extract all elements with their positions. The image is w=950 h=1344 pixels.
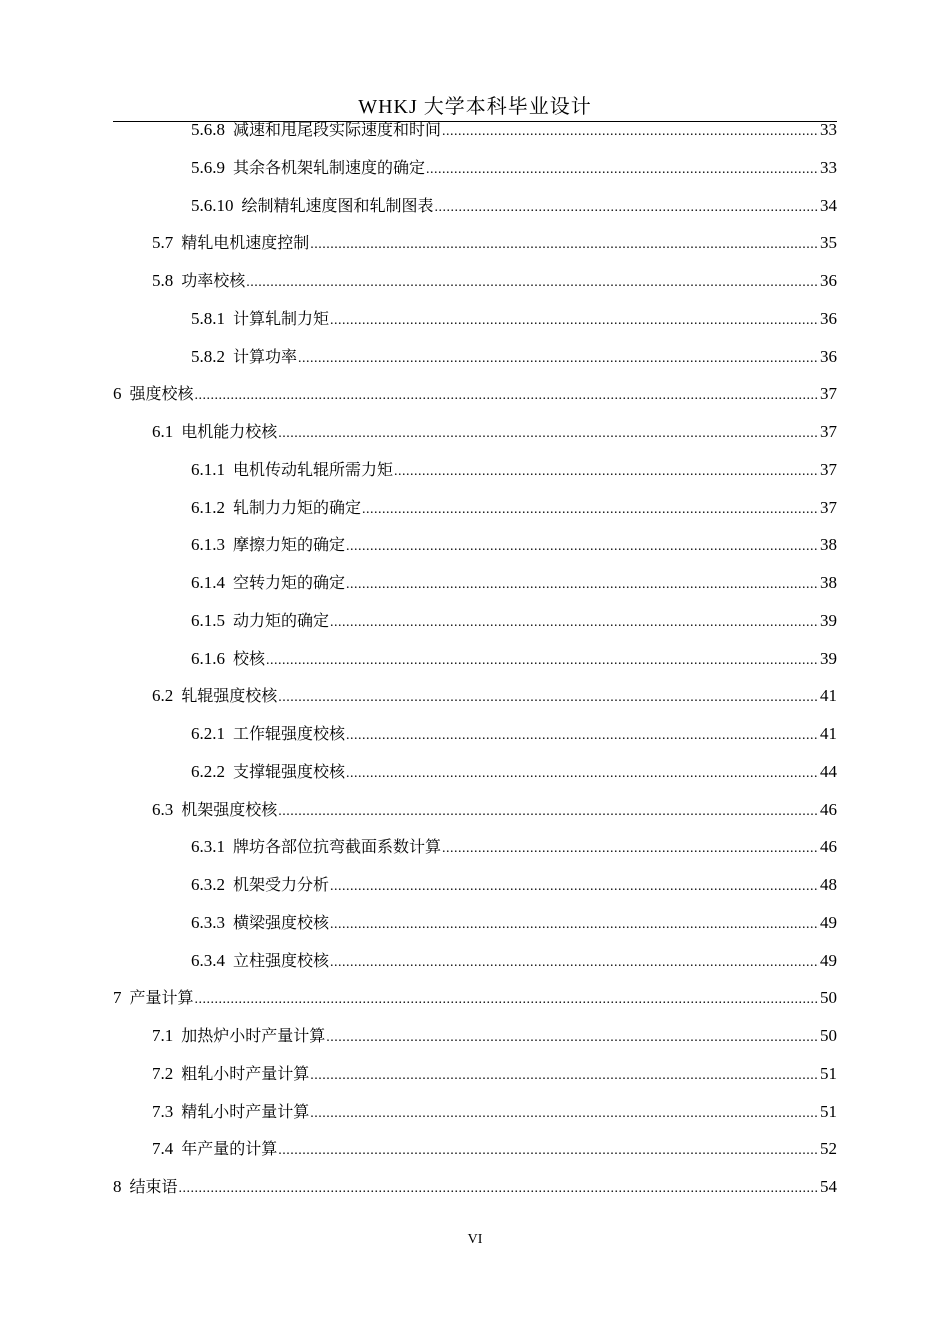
toc-entry-number: 5.8.2	[191, 346, 225, 366]
toc-entry-title: 粗轧小时产量计算	[181, 1063, 310, 1083]
toc-entry[interactable]	[191, 117, 837, 145]
toc-entry[interactable]	[191, 608, 837, 636]
toc-dot-leader	[278, 799, 819, 825]
toc-entry[interactable]	[152, 1136, 837, 1164]
toc-entry-page: 37	[820, 422, 837, 441]
toc-dot-leader	[330, 610, 819, 636]
toc-entry-number: 6.3.4	[191, 950, 225, 970]
toc-entry-page: 38	[820, 535, 837, 555]
toc-entry-title: 立柱强度校核	[233, 950, 330, 970]
toc-entry-number: 5.8.1	[191, 308, 225, 328]
page-number: VI	[467, 1232, 483, 1247]
toc-dot-leader	[330, 912, 819, 938]
toc-entry[interactable]	[152, 797, 837, 825]
toc-entry-title: 工作辊强度校核	[233, 724, 346, 743]
toc-entry-number: 5.7	[152, 233, 174, 253]
toc-dot-leader	[346, 572, 819, 598]
toc-entry-page: 54	[820, 1177, 837, 1196]
toc-entry-number: 7	[113, 988, 122, 1008]
toc-entry-number: 6.3	[152, 799, 174, 819]
toc-entry-title: 横梁强度校核	[233, 912, 330, 932]
toc-entry-page: 38	[820, 573, 837, 592]
toc-entry[interactable]	[152, 683, 837, 711]
toc-entry-title: 产量计算	[129, 988, 194, 1008]
toc-entry[interactable]	[191, 155, 837, 183]
toc-entry[interactable]	[191, 532, 837, 560]
toc-entry[interactable]	[152, 1099, 837, 1127]
toc-entry-title: 减速和甩尾段实际速度和时间	[233, 120, 442, 139]
toc-entry-number: 6	[113, 384, 122, 404]
toc-entry[interactable]	[191, 948, 837, 976]
toc-entry-title: 加热炉小时产量计算	[181, 1026, 326, 1045]
toc-entry-title: 电机传动轧辊所需力矩	[233, 459, 394, 479]
toc-entry-page: 36	[820, 346, 837, 366]
toc-entry-page: 35	[820, 233, 837, 253]
toc-entry-title: 轧制力力矩的确定	[233, 497, 362, 517]
toc-dot-leader	[394, 459, 819, 485]
toc-dot-leader	[330, 308, 819, 334]
toc-entry-title: 年产量的计算	[181, 1139, 278, 1159]
toc-entry-title: 校核	[233, 648, 266, 668]
toc-entry-number: 6.3.2	[191, 875, 225, 894]
toc-entry-title: 绘制精轧速度图和轧制图表	[241, 195, 434, 215]
toc-dot-leader	[442, 836, 819, 862]
toc-entry-title: 精轧电机速度控制	[181, 233, 310, 253]
toc-entry-title: 结束语	[129, 1177, 178, 1196]
page-header-title: WHKJ 大学本科毕业设计	[358, 96, 592, 118]
toc-entry[interactable]	[191, 721, 837, 749]
toc-entry-page: 37	[820, 384, 837, 404]
toc-entry-title: 空转力矩的确定	[233, 573, 346, 592]
toc-entry[interactable]	[113, 985, 837, 1013]
toc-entry-number: 5.8	[152, 271, 174, 290]
toc-entry-page: 33	[820, 120, 837, 139]
toc-dot-leader	[426, 157, 819, 183]
toc-entry[interactable]	[113, 1174, 837, 1202]
toc-entry-page: 37	[820, 497, 837, 517]
toc-dot-leader	[278, 685, 819, 711]
toc-entry-number: 6.1.4	[191, 573, 225, 592]
toc-entry-page: 39	[820, 648, 837, 668]
toc-dot-leader	[195, 383, 819, 409]
toc-entry-page: 41	[820, 724, 837, 743]
toc-entry-page: 39	[820, 610, 837, 630]
toc-entry[interactable]	[152, 230, 837, 258]
toc-entry[interactable]	[191, 495, 837, 523]
toc-dot-leader	[298, 346, 819, 372]
toc-entry-page: 46	[820, 799, 837, 819]
toc-entry-number: 6.1.3	[191, 535, 225, 555]
toc-dot-leader	[278, 1138, 819, 1164]
toc-entry[interactable]	[191, 570, 837, 598]
toc-entry-title: 精轧小时产量计算	[181, 1101, 310, 1121]
toc-entry[interactable]	[191, 834, 837, 862]
toc-entry[interactable]	[152, 1061, 837, 1089]
toc-entry-page: 37	[820, 459, 837, 479]
toc-entry[interactable]	[152, 268, 837, 296]
toc-entry[interactable]	[191, 193, 837, 221]
toc-entry-page: 51	[820, 1101, 837, 1121]
toc-entry-number: 8	[113, 1177, 122, 1196]
toc-entry-title: 电机能力校核	[181, 422, 278, 441]
toc-entry-number: 6.2	[152, 686, 174, 706]
toc-dot-leader	[179, 1176, 819, 1202]
toc-entry-number: 5.6.9	[191, 157, 225, 177]
toc-dot-leader	[266, 648, 819, 674]
toc-entry[interactable]	[191, 646, 837, 674]
toc-entry-page: 44	[820, 761, 837, 781]
toc-entry-page: 50	[820, 988, 837, 1008]
toc-entry-title: 其余各机架轧制速度的确定	[233, 157, 426, 177]
toc-entry-page: 36	[820, 271, 837, 290]
toc-entry-number: 7.3	[152, 1101, 174, 1121]
toc-entry-title: 轧辊强度校核	[181, 686, 278, 706]
toc-entry-page: 41	[820, 686, 837, 706]
toc-dot-leader	[442, 119, 819, 145]
toc-entry-number: 6.1.5	[191, 610, 225, 630]
toc-entry-number: 6.1	[152, 422, 174, 441]
toc-dot-leader	[326, 1025, 819, 1051]
toc-entry-page: 50	[820, 1026, 837, 1045]
toc-entry-title: 强度校核	[129, 384, 194, 404]
toc-entry-number: 7.2	[152, 1063, 174, 1083]
toc-entry[interactable]	[191, 344, 837, 372]
toc-entry-page: 52	[820, 1139, 837, 1159]
toc-entry-number: 6.3.3	[191, 912, 225, 932]
toc-entry-page: 33	[820, 157, 837, 177]
toc-entry-number: 6.1.2	[191, 497, 225, 517]
toc-entry-title: 机架强度校核	[181, 799, 278, 819]
toc-dot-leader	[310, 1101, 819, 1127]
toc-dot-leader	[246, 270, 819, 296]
toc-entry[interactable]	[191, 457, 837, 485]
toc-entry-number: 6.2.2	[191, 761, 225, 781]
toc-dot-leader	[362, 497, 819, 523]
toc-entry-title: 动力矩的确定	[233, 610, 330, 630]
toc-entry-number: 6.1.1	[191, 459, 225, 479]
toc-entry-page: 49	[820, 912, 837, 932]
toc-dot-leader	[310, 232, 819, 258]
toc-entry-page: 46	[820, 837, 837, 857]
toc-entry[interactable]	[113, 381, 837, 409]
toc-dot-leader	[330, 950, 819, 976]
toc-entry-number: 6.2.1	[191, 724, 225, 743]
toc-entry[interactable]	[191, 306, 837, 334]
toc-entry[interactable]	[152, 1023, 837, 1051]
toc-entry[interactable]	[152, 419, 837, 447]
toc-entry-title: 机架受力分析	[233, 875, 330, 894]
toc-dot-leader	[310, 1063, 819, 1089]
toc-entry-page: 34	[820, 195, 837, 215]
toc-dot-leader	[195, 987, 819, 1013]
toc-entry-number: 7.1	[152, 1026, 174, 1045]
toc-entry-title: 计算功率	[233, 346, 298, 366]
toc-entry[interactable]	[191, 759, 837, 787]
toc-entry-title: 摩擦力矩的确定	[233, 535, 346, 555]
toc-dot-leader	[346, 534, 819, 560]
toc-entry-number: 5.6.8	[191, 120, 225, 139]
toc-entry-number: 7.4	[152, 1139, 174, 1159]
toc-entry-title: 功率校核	[181, 271, 246, 290]
toc-entry-number: 6.3.1	[191, 837, 225, 857]
toc-entry-title: 支撑辊强度校核	[233, 761, 346, 781]
toc-entry-page: 51	[820, 1063, 837, 1083]
toc-entry-number: 5.6.10	[191, 195, 234, 215]
toc-entry-title: 牌坊各部位抗弯截面系数计算	[233, 837, 442, 857]
toc-dot-leader	[278, 421, 819, 447]
toc-dot-leader	[330, 874, 819, 900]
toc-entry-page: 48	[820, 875, 837, 894]
toc-dot-leader	[435, 195, 819, 221]
toc-entry-page: 36	[820, 308, 837, 328]
toc-entry-number: 6.1.6	[191, 648, 225, 668]
toc-entry-page: 49	[820, 950, 837, 970]
toc-dot-leader	[346, 723, 819, 749]
toc-dot-leader	[346, 761, 819, 787]
toc-entry[interactable]	[191, 872, 837, 900]
toc-entry[interactable]	[191, 910, 837, 938]
toc-entry-title: 计算轧制力矩	[233, 308, 330, 328]
